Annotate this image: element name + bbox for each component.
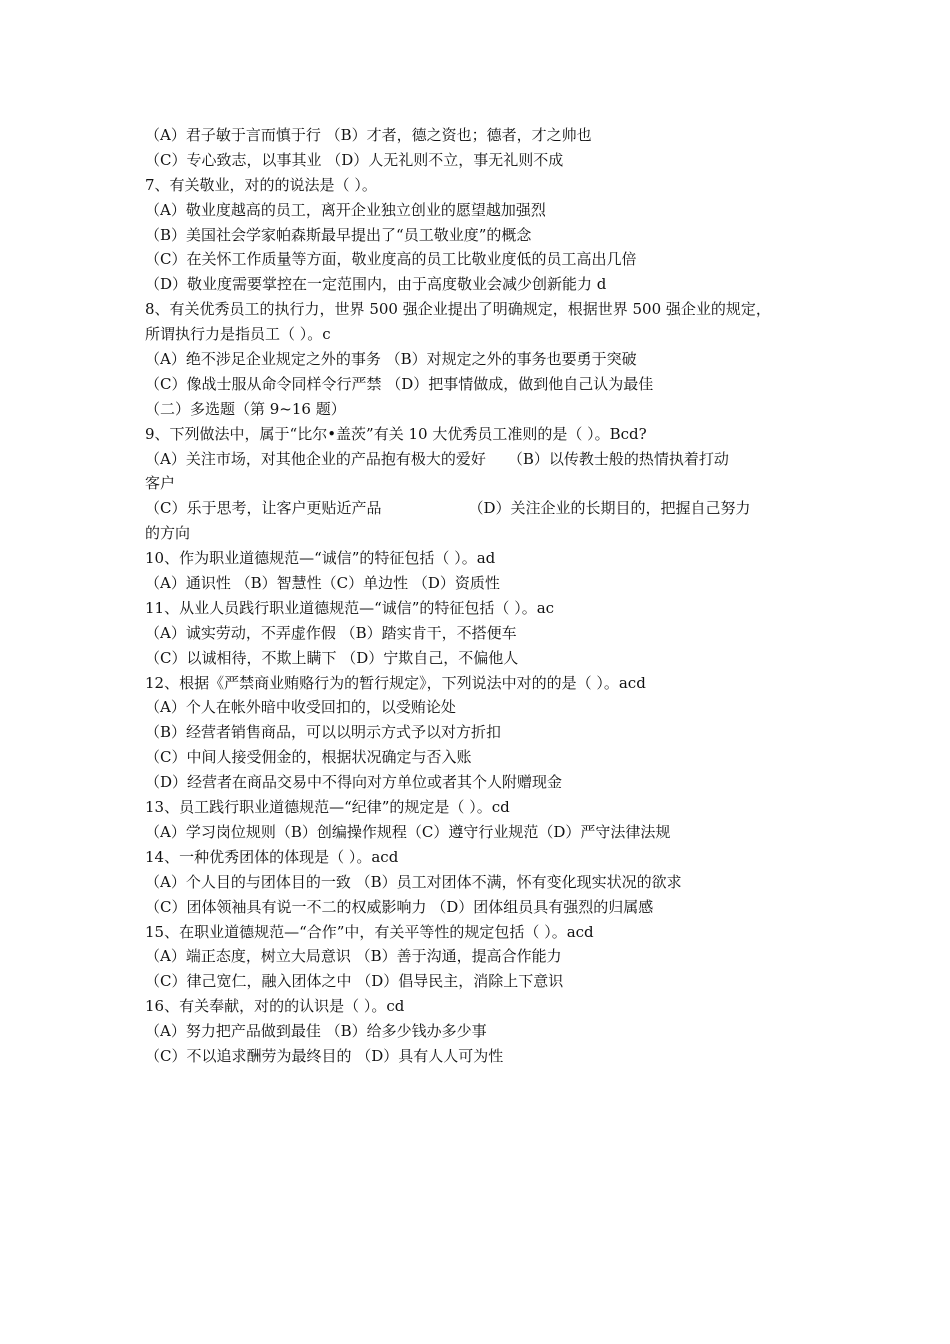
option-line-cont: 的方向: [145, 524, 191, 543]
option-d: （D）关注企业的长期目的，把握自己努力: [468, 499, 751, 518]
question-9: 9、下列做法中，属于“比尔•盖茨”有关 10 大优秀员工准则的是（ ）。Bcd?: [145, 424, 647, 443]
option-line: （C）中间人接受佣金的，根据状况确定与否入账: [145, 748, 472, 767]
option-line: [145, 447, 825, 472]
question-14: 14、一种优秀团体的体现是（ ）。acd: [145, 847, 399, 866]
option-c: （C）乐于思考，让客户更贴近产品: [145, 499, 382, 518]
question-11: 11、从业人员践行职业道德规范—“诚信”的特征包括（ ）。ac: [145, 598, 555, 617]
option-line: （B）经营者销售商品，可以以明示方式予以对方折扣: [145, 723, 502, 742]
option-line: （A）学习岗位规则（B）创编操作规程（C）遵守行业规范（D）严守法律法规: [145, 822, 671, 841]
option-line: （A）诚实劳动，不弄虚作假 （B）踏实肯干，不搭便车: [145, 623, 517, 642]
option-line: （C）以诚相待，不欺上瞒下 （D）宁欺自己，不偏他人: [145, 648, 519, 667]
document-body: [145, 123, 825, 1069]
option-line-cont: 客户: [145, 474, 176, 493]
option-line: （A）个人目的与团体目的一致 （B）员工对团体不满，怀有变化现实状况的欲求: [145, 872, 682, 891]
question-8: 8、有关优秀员工的执行力，世界 500 强企业提出了明确规定，根据世界 500 强企业的规定，: [145, 300, 771, 319]
option-line: （A）端正态度，树立大局意识 （B）善于沟通，提高合作能力: [145, 947, 562, 966]
option-line: （C）团体领袖具有说一不二的权威影响力 （D）团体组员具有强烈的归属感: [145, 897, 654, 916]
question-12: 12、根据《严禁商业贿赂行为的暂行规定》，下列说法中对的的是（ ）。acd: [145, 673, 646, 692]
option-line: （A）努力把产品做到最佳 （B）给多少钱办多少事: [145, 1022, 487, 1041]
question-7: 7、有关敬业，对的的说法是（ ）。: [145, 175, 377, 194]
option-a: （A）关注市场，对其他企业的产品抱有极大的爱好: [145, 449, 486, 468]
option-line: （B）美国社会学家帕森斯最早提出了“员工敬业度”的概念: [145, 225, 532, 244]
option-line: （A）绝不涉足企业规定之外的事务 （B）对规定之外的事务也要勇于突破: [145, 350, 637, 369]
option-line: （A）通识性 （B）智慧性（C）单边性 （D）资质性: [145, 574, 500, 593]
option-line: （C）不以追求酬劳为最终目的 （D）具有人人可为性: [145, 1046, 504, 1065]
section-heading: （二）多选题（第 9~16 题）: [145, 399, 346, 418]
option-line: （C）像战士服从命令同样令行严禁 （D）把事情做成，做到他自己认为最佳: [145, 374, 654, 393]
text-line: （C）专心致志，以事其业 （D）人无礼则不立，事无礼则不成: [145, 150, 564, 169]
option-line: （C）律己宽仁，融入团体之中 （D）倡导民主，消除上下意识: [145, 972, 564, 991]
question-8-cont: 所谓执行力是指员工（ ）。c: [145, 325, 331, 344]
question-13: 13、员工践行职业道德规范—“纪律”的规定是（ ）。cd: [145, 798, 510, 817]
question-15: 15、在职业道德规范—“合作”中，有关平等性的规定包括（ ）。acd: [145, 922, 594, 941]
option-line: （A）个人在帐外暗中收受回扣的，以受贿论处: [145, 698, 456, 717]
option-b: （B）以传教士般的热情执着打动: [507, 449, 729, 468]
option-line: （D）敬业度需要掌控在一定范围内，由于高度敬业会减少创新能力 d: [145, 275, 607, 294]
option-line: [145, 496, 825, 521]
option-line: （A）敬业度越高的员工，离开企业独立创业的愿望越加强烈: [145, 200, 546, 219]
text-line: （A）君子敏于言而慎于行 （B）才者，德之资也；德者，才之帅也: [145, 126, 592, 144]
option-line: （D）经营者在商品交易中不得向对方单位或者其个人附赠现金: [145, 773, 563, 792]
option-line: （C）在关怀工作质量等方面，敬业度高的员工比敬业度低的员工高出几倍: [145, 250, 637, 269]
question-10: 10、作为职业道德规范—“诚信”的特征包括（ ）。ad: [145, 549, 496, 568]
question-16: 16、有关奉献，对的的认识是（ ）。cd: [145, 997, 405, 1016]
